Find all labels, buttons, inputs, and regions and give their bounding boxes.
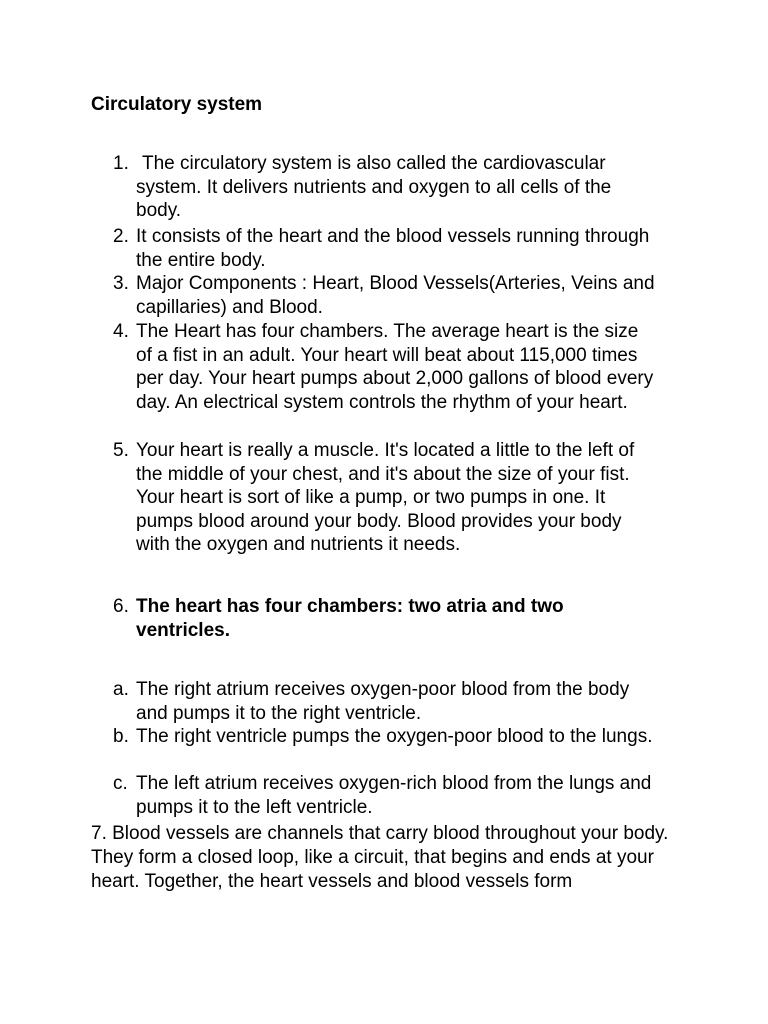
list-item-text: The heart has four chambers: two atria and two ventricles.	[136, 596, 564, 641]
list-marker: 6.	[113, 596, 129, 617]
list-item-text: The left atrium receives oxygen-rich blood from the lungs and pumps it to the left ventricle.	[136, 773, 652, 818]
list-item-text: The right ventricle pumps the oxygen-poor blood to the lungs.	[136, 726, 653, 747]
list-item-text: The circulatory system is also called the cardiovascular system. It delivers nutrients and oxygen to all cells of the body.	[136, 153, 612, 222]
list-item-text: Your heart is really a muscle. It's located a little to the left of the middle of your chest, and it's about the size of your fist. Your heart is sort of like a pump, or two pumps in one. It pumps blood around your body. Blood provides your body with the oxygen and nutrients it needs.	[136, 440, 635, 556]
list-marker: b.	[113, 726, 129, 747]
list-marker: 1.	[113, 153, 129, 174]
list-marker: 5.	[113, 440, 129, 461]
list-item-text: The right atrium receives oxygen-poor blood from the body and pumps it to the right ventricle.	[136, 679, 630, 724]
list-marker: 2.	[113, 226, 129, 247]
list-marker: c.	[113, 773, 128, 794]
list-item-text: It consists of the heart and the blood vessels running through the entire body.	[136, 226, 650, 271]
list-item-text: The Heart has four chambers. The average heart is the size of a fist in an adult. Your heart will beat about 115,000 times per day. Your heart pumps about 2,000 gallons of blood every day. An electrical system controls the rhythm of your heart.	[136, 321, 654, 413]
list-item-text: Major Components : Heart, Blood Vessels(Arteries, Veins and capillaries) and Blood.	[136, 273, 655, 318]
list-marker: a.	[113, 679, 129, 700]
list-marker: 4.	[113, 321, 129, 342]
page-title: Circulatory system	[91, 94, 263, 115]
list-marker: 3.	[113, 273, 129, 294]
closing-paragraph: 7. Blood vessels are channels that carry blood throughout your body. They form a closed loop, like a circuit, that begins and ends at your heart. Together, the heart vessels and blood vessels form	[91, 823, 669, 892]
